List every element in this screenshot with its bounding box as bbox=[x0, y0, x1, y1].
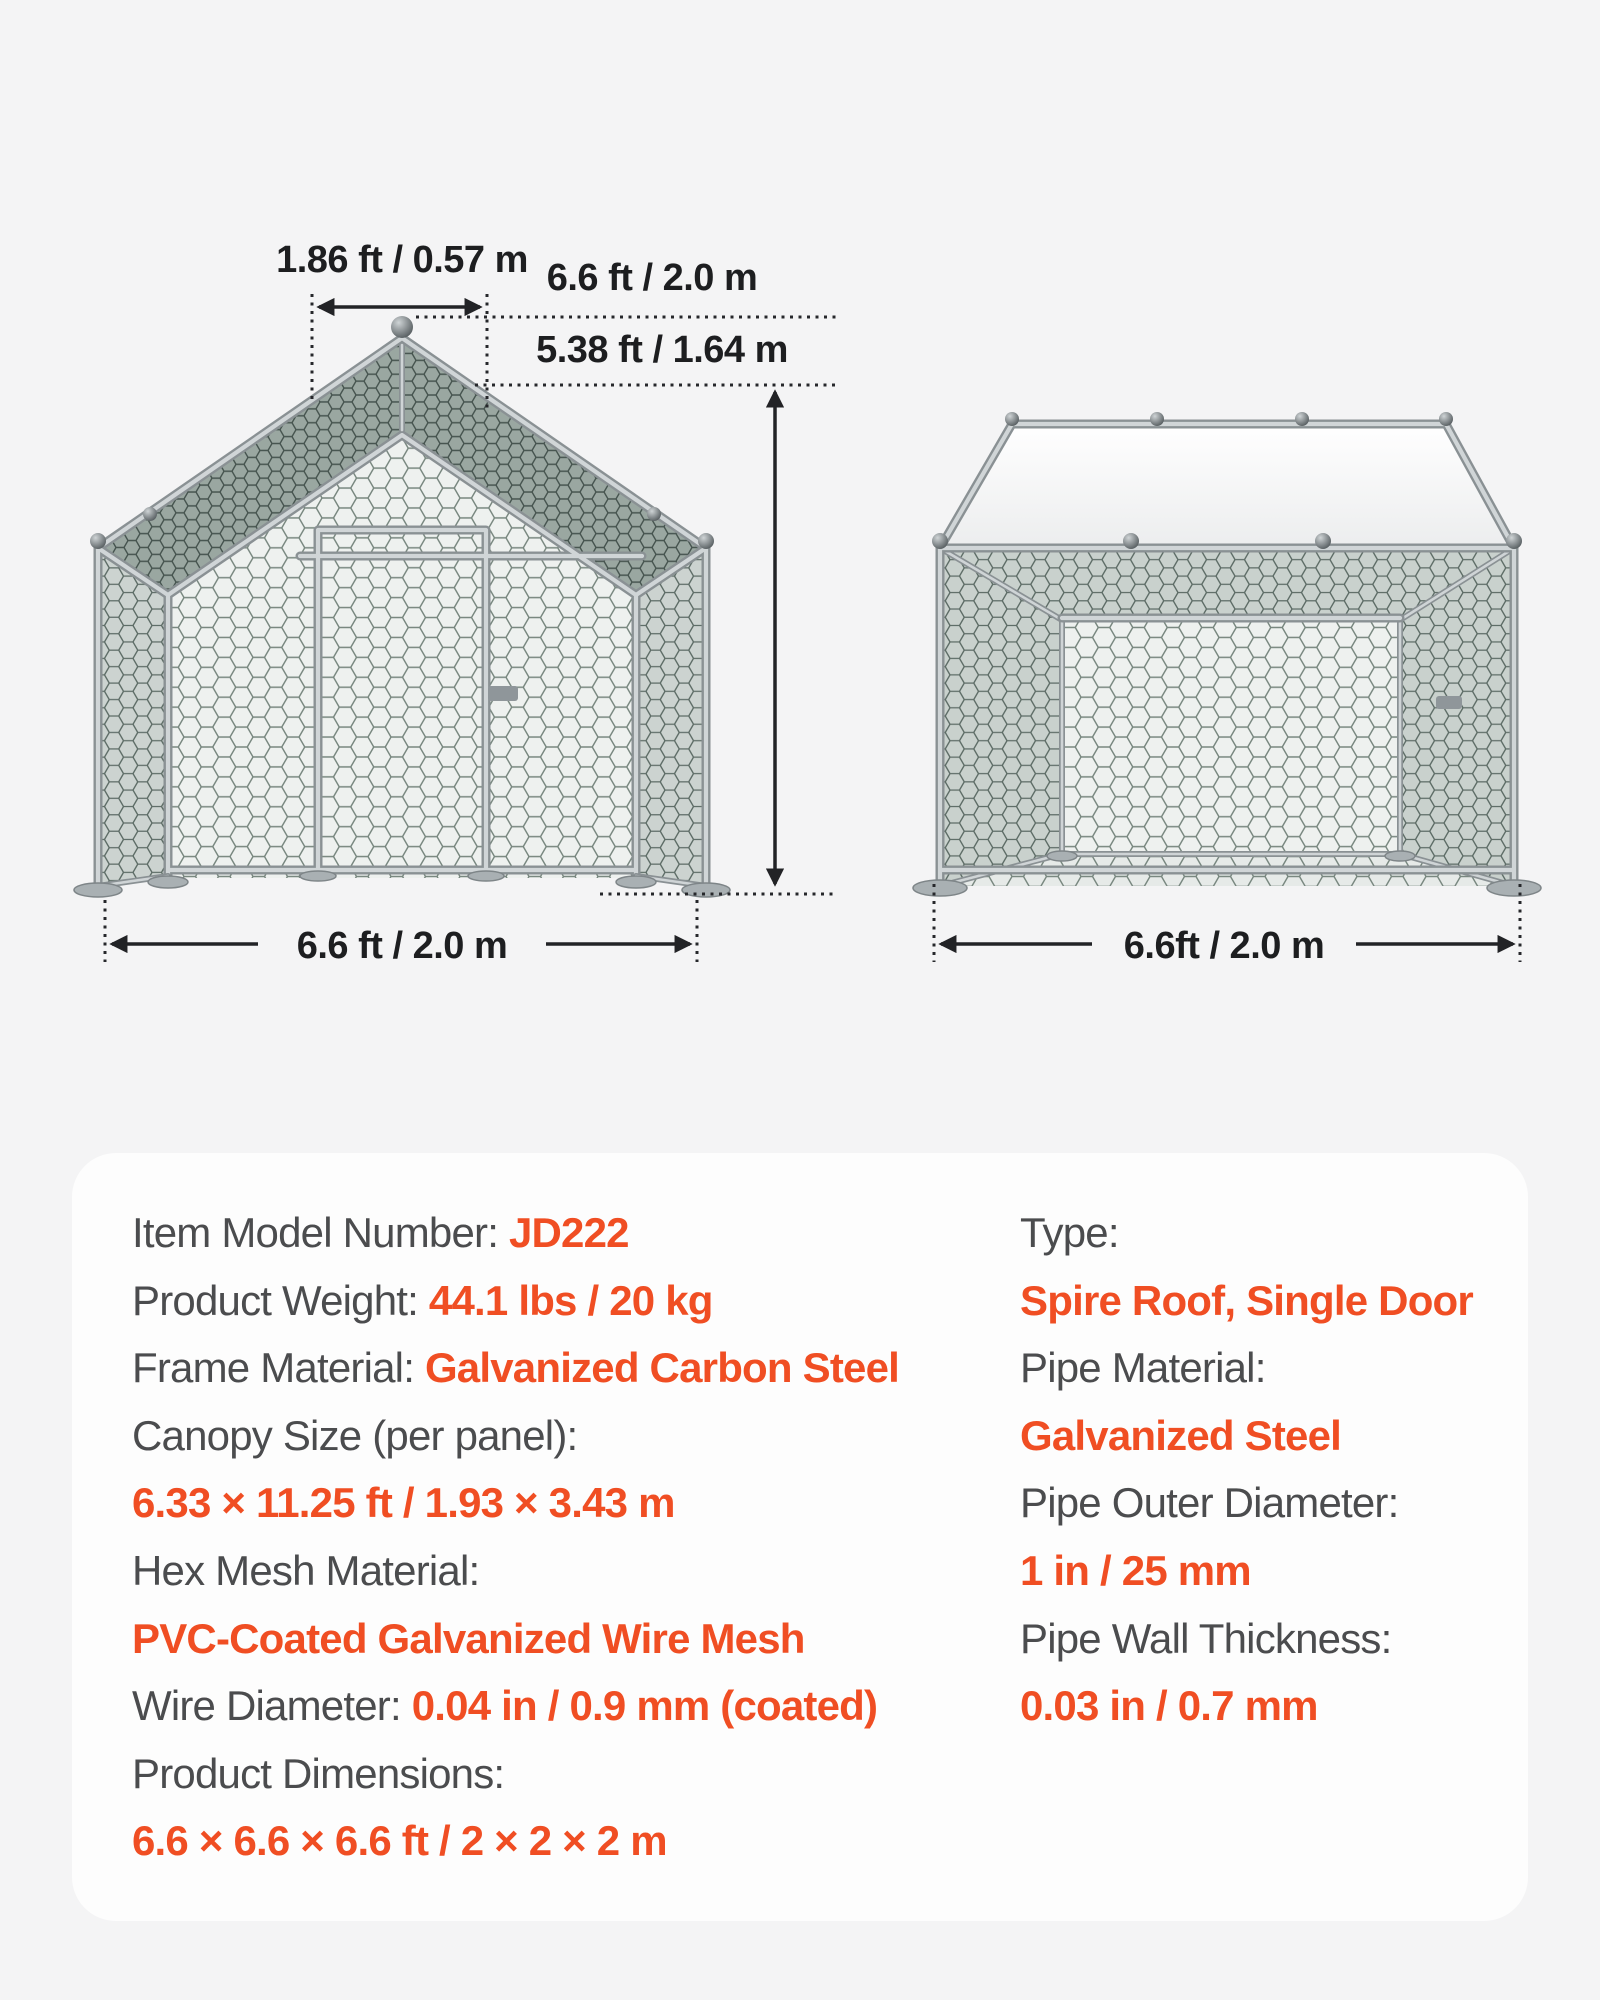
rear-base-width-label: 6.6ft / 2.0 m bbox=[1123, 925, 1325, 967]
spec-value: JD222 bbox=[508, 1209, 629, 1256]
spec-card bbox=[72, 1153, 1528, 1921]
spec-column-right bbox=[1020, 1199, 1490, 1740]
side-latch bbox=[1436, 696, 1462, 709]
canopy-cover bbox=[940, 424, 1514, 548]
spec-label: Canopy Size (per panel): bbox=[132, 1411, 578, 1459]
spec-row bbox=[1020, 1334, 1490, 1402]
spec-label: Type: bbox=[1020, 1209, 1119, 1256]
spec-label: Pipe Material: bbox=[1020, 1344, 1266, 1392]
spec-row bbox=[132, 1469, 1012, 1537]
ridge-width-label: 1.86 ft / 0.57 m bbox=[276, 239, 528, 281]
front-base-width-label: 6.6 ft / 2.0 m bbox=[296, 925, 508, 967]
spec-row bbox=[132, 1199, 1012, 1267]
spec-value: 0.03 in / 0.7 mm bbox=[1020, 1682, 1318, 1730]
spec-value: Galvanized Carbon Steel bbox=[424, 1344, 900, 1392]
wall-height-label: 5.38 ft / 1.64 m bbox=[536, 329, 788, 371]
spec-row bbox=[132, 1807, 1012, 1875]
spec-row bbox=[1020, 1537, 1490, 1605]
spec-label: Hex Mesh Material: bbox=[132, 1546, 480, 1594]
spec-value: 6.33 × 11.25 ft / 1.93 × 3.43 m bbox=[132, 1479, 675, 1527]
spec-label: Pipe Wall Thickness: bbox=[1020, 1614, 1392, 1662]
spec-value: 0.04 in / 0.9 mm (coated) bbox=[411, 1682, 878, 1730]
total-height-label: 6.6 ft / 2.0 m bbox=[546, 257, 758, 299]
spec-label: Item Model Number: bbox=[132, 1209, 509, 1256]
spec-row bbox=[1020, 1267, 1490, 1335]
spec-row bbox=[132, 1402, 1012, 1470]
door-latch bbox=[488, 686, 518, 701]
spec-label: Pipe Outer Diameter: bbox=[1020, 1479, 1399, 1527]
spec-value: Galvanized Steel bbox=[1020, 1411, 1342, 1459]
spec-value: Spire Roof, Single Door bbox=[1020, 1276, 1473, 1324]
spec-row bbox=[1020, 1672, 1490, 1740]
canopy-cage-rear-view bbox=[913, 412, 1541, 896]
spec-label: Frame Material: bbox=[132, 1344, 425, 1392]
spec-row bbox=[132, 1605, 1012, 1673]
spec-value: 44.1 lbs / 20 kg bbox=[428, 1276, 713, 1324]
spec-label: Product Weight: bbox=[132, 1276, 429, 1324]
spec-row bbox=[1020, 1402, 1490, 1470]
spire-roof-cage-front-view bbox=[74, 316, 730, 897]
spec-value: 6.6 × 6.6 × 6.6 ft / 2 × 2 × 2 m bbox=[132, 1817, 667, 1865]
spec-row bbox=[132, 1740, 1012, 1808]
spec-value: 1 in / 25 mm bbox=[1020, 1546, 1251, 1594]
spec-column-left bbox=[132, 1199, 1012, 1875]
spec-row bbox=[1020, 1199, 1490, 1267]
spec-row bbox=[132, 1267, 1012, 1335]
spec-row bbox=[1020, 1469, 1490, 1537]
spec-row bbox=[132, 1334, 1012, 1402]
spec-row bbox=[132, 1672, 1012, 1740]
spec-label: Wire Diameter: bbox=[132, 1682, 412, 1730]
spec-row bbox=[132, 1537, 1012, 1605]
spec-value: PVC-Coated Galvanized Wire Mesh bbox=[132, 1614, 805, 1662]
spec-row bbox=[1020, 1605, 1490, 1673]
spec-label: Product Dimensions: bbox=[132, 1749, 505, 1797]
